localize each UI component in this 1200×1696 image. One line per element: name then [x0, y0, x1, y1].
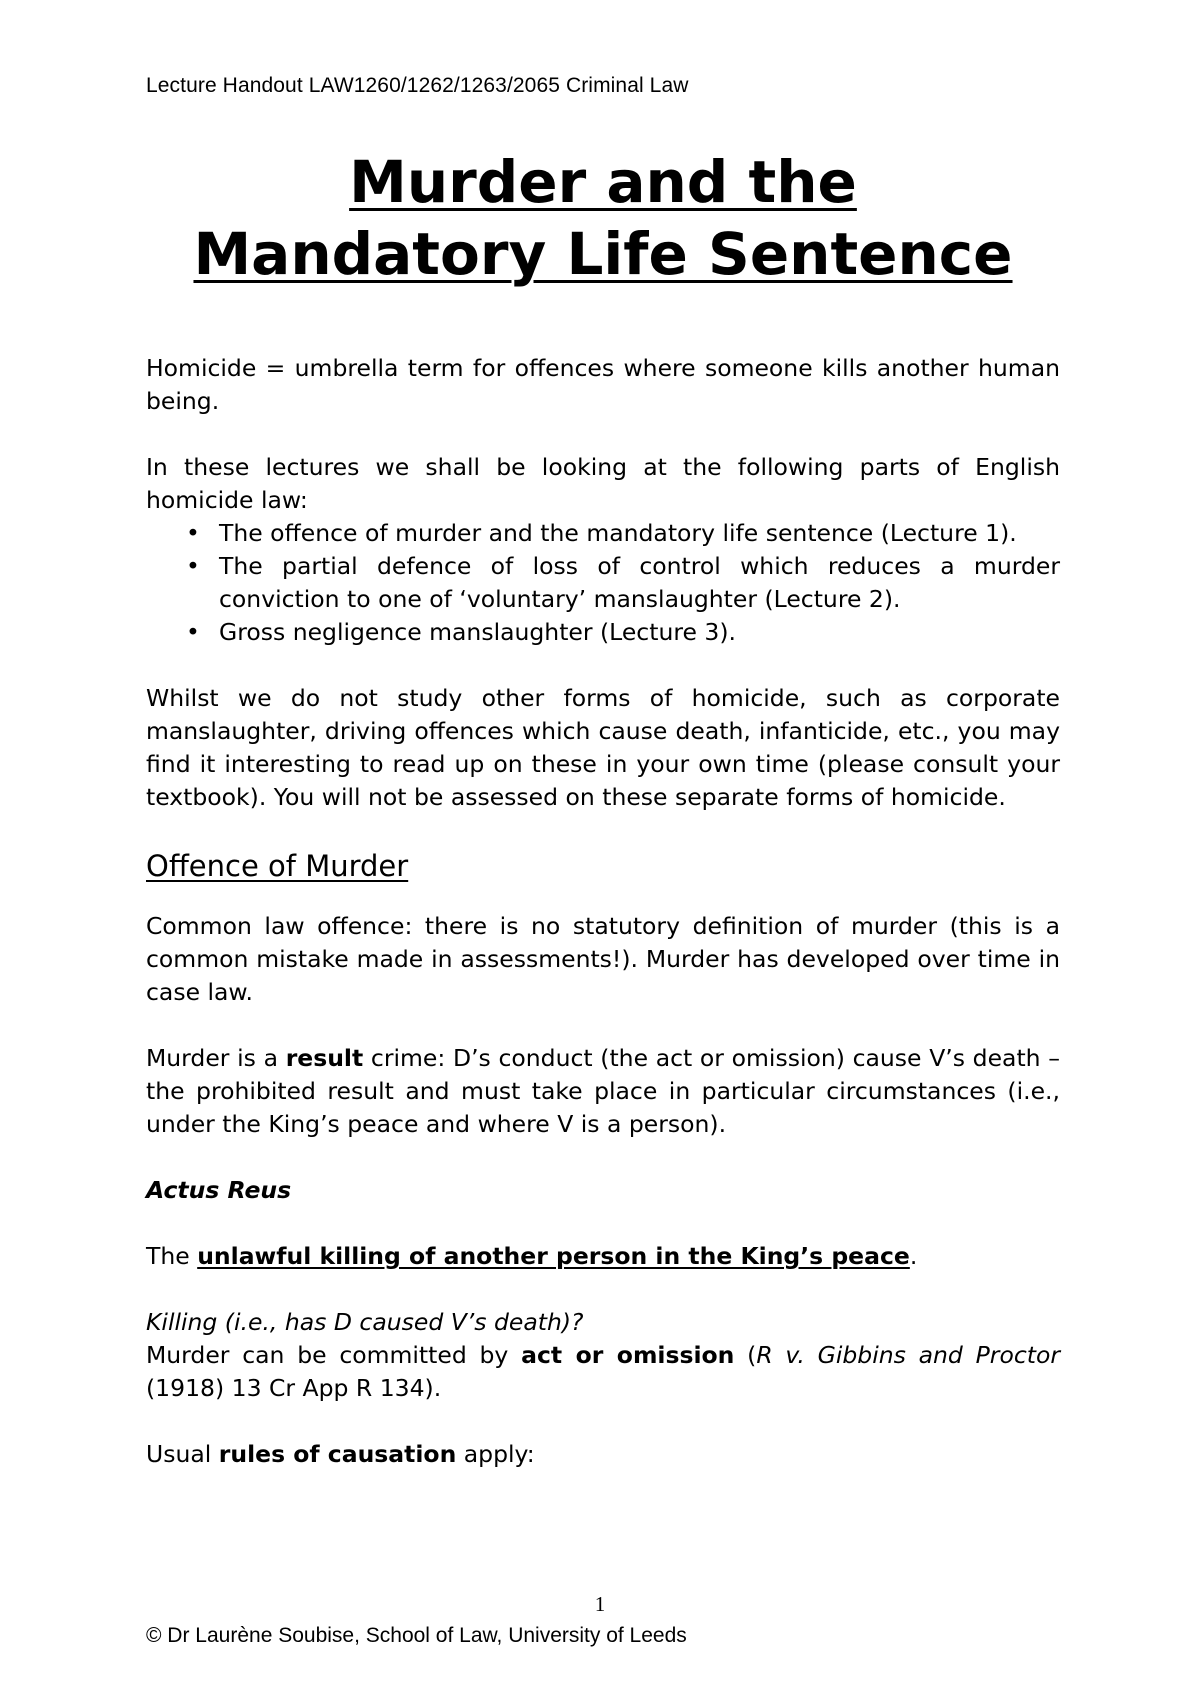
page-title [146, 146, 1060, 290]
killing-question: Killing (i.e., has D caused V’s death)? [146, 1308, 584, 1336]
homicide-definition: Homicide = umbrella term for offences where someone kills another human being. [146, 354, 1060, 415]
page-header: Lecture Handout LAW1260/1262/1263/2065 Criminal Law [146, 74, 689, 97]
title-line-2: Mandatory Life Sentence [193, 220, 1013, 288]
bold-term: result [285, 1044, 364, 1072]
common-law-paragraph: Common law offence: there is no statutory definition of murder (this is a common mistake made in assessments!). Murder has developed over time in case law. [146, 912, 1060, 1006]
text-run: Murder is a [146, 1044, 286, 1072]
bullet-icon: • [186, 618, 200, 646]
subheading-actus-reus: Actus Reus [146, 1176, 292, 1204]
case-name: R v. Gibbins and Proctor [756, 1341, 1060, 1369]
list-item [146, 616, 1060, 649]
list-item-text: Gross negligence manslaughter (Lecture 3). [219, 618, 736, 646]
lecture-list [146, 517, 1060, 649]
text-run: . [909, 1242, 918, 1270]
text-run: Usual [146, 1440, 219, 1468]
result-crime-paragraph [146, 1042, 1060, 1141]
text-run: (1918) 13 Cr App R 134). [146, 1374, 442, 1402]
text-run: Murder can be committed by [146, 1341, 522, 1369]
other-forms-paragraph: Whilst we do not study other forms of homicide, such as corporate manslaughter, driving offences which cause death, infanticide, etc., you may find it interesting to read up on these in your own time (please consult your textbook). You will not be assessed on these separate forms of homicide. [146, 684, 1060, 811]
bold-term: act or omission [521, 1341, 735, 1369]
actus-reus-definition [146, 1240, 1060, 1273]
list-item-text: The partial defence of loss of control which reduces a murder conviction to one of ‘voluntary’ manslaughter (Lecture 2). [219, 552, 1060, 613]
lectures-intro: In these lectures we shall be looking at the following parts of English homicide law: [146, 453, 1060, 514]
document-body [146, 352, 1060, 1471]
section-heading-offence: Offence of Murder [146, 849, 409, 883]
text-run: crime: D’s conduct (the act or omission) cause V’s death – the prohibited result and must take place in particular circumstances (i.e., under the King’s peace and where V is a person). [146, 1044, 1060, 1138]
text-run: apply: [456, 1440, 535, 1468]
text-run: ( [734, 1341, 757, 1369]
list-item [146, 517, 1060, 550]
title-line-1: Murder and the [349, 148, 857, 216]
page-number: 1 [594, 1592, 606, 1616]
bullet-icon: • [186, 552, 200, 580]
bullet-icon: • [186, 519, 200, 547]
text-run: The [146, 1242, 198, 1270]
act-omission-paragraph [146, 1339, 1060, 1405]
page-footer: © Dr Laurène Soubise, School of Law, University of Leeds [146, 1624, 687, 1647]
bold-underlined-term: unlawful killing of another person in the King’s peace [197, 1242, 910, 1270]
list-item [146, 550, 1060, 616]
list-item-text: The offence of murder and the mandatory life sentence (Lecture 1). [219, 519, 1017, 547]
bold-term: rules of causation [218, 1440, 457, 1468]
causation-paragraph [146, 1438, 1060, 1471]
